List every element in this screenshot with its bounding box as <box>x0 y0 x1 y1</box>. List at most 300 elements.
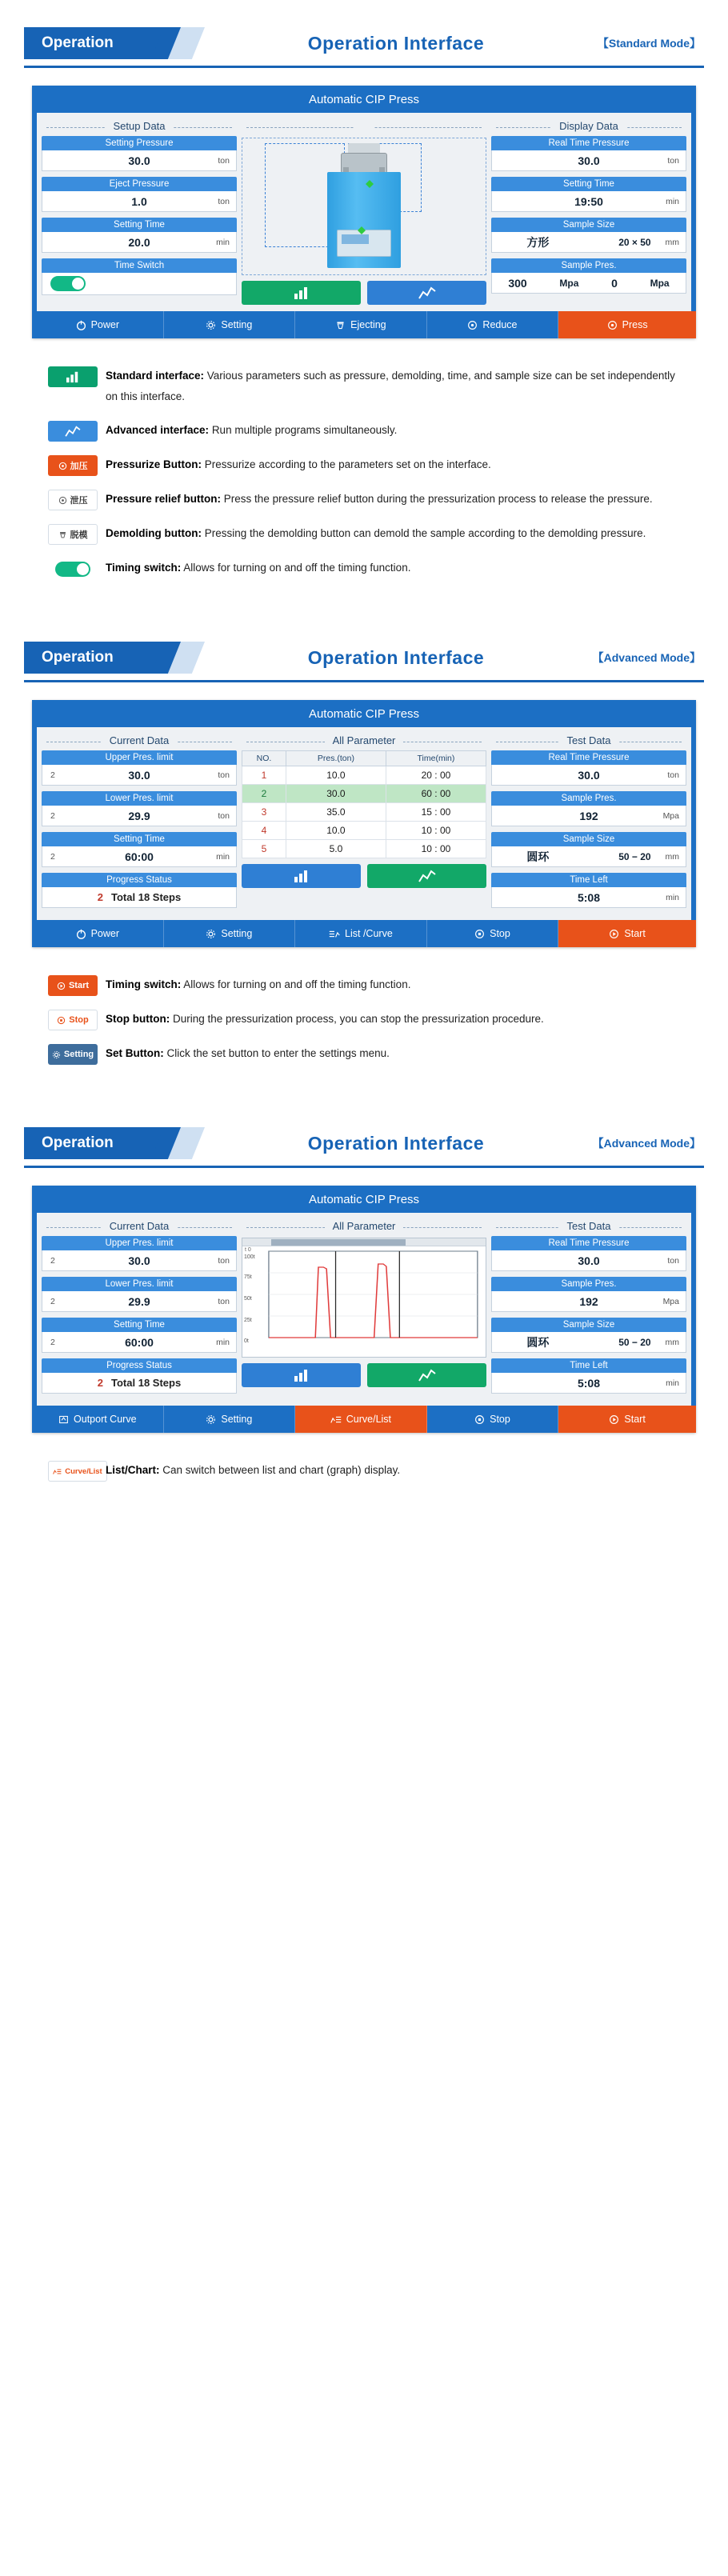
mode-label: 【Advanced Mode】 <box>592 651 701 664</box>
row-time: 10 : 00 <box>386 840 486 858</box>
curve-list-icon <box>330 1414 342 1425</box>
machine-illustration <box>242 138 486 275</box>
stop-icon <box>474 1414 485 1425</box>
adv-setting-time-field[interactable] <box>42 1318 237 1353</box>
press-button[interactable] <box>558 311 696 338</box>
power-button[interactable] <box>32 920 164 947</box>
legend-text <box>106 1460 680 1482</box>
test-data-column <box>491 732 686 914</box>
setting-time-unit: min <box>216 237 230 247</box>
page-title: Operation Interface <box>307 646 485 668</box>
device-panel-advanced-list <box>32 700 696 947</box>
setting-button[interactable] <box>164 920 296 947</box>
upper-pressure-limit-value[interactable] <box>42 765 237 786</box>
table-row[interactable] <box>242 803 486 822</box>
setting-button[interactable] <box>164 311 296 338</box>
adv-setting-time-number: 60:00 <box>125 1335 154 1349</box>
legend-title: Timing switch: <box>106 978 182 990</box>
sample-size-shape: 圆环 <box>526 850 550 863</box>
power-button-label: Power <box>90 928 119 939</box>
ejecting-button-label: Ejecting <box>350 319 386 330</box>
panel-toolbar-advanced-curve <box>32 1406 696 1433</box>
row-pressure: 10.0 <box>286 766 386 785</box>
start-icon <box>57 982 66 990</box>
reduce-button-label: Reduce <box>482 319 518 330</box>
upper-pressure-limit-field[interactable] <box>42 750 237 786</box>
lower-pressure-limit-step: 2 <box>50 1296 55 1306</box>
sample-size-value <box>491 232 686 253</box>
timing-switch-chip[interactable] <box>48 558 98 579</box>
chart-scrollbar[interactable] <box>242 1238 486 1246</box>
demolding-chip[interactable] <box>48 524 98 545</box>
upper-pressure-limit-unit: ton <box>218 1255 230 1266</box>
bar-chart-icon <box>293 1368 310 1382</box>
section-header-advanced-list <box>24 635 704 680</box>
sample-size-field <box>491 832 686 867</box>
adv-setting-time-field[interactable] <box>42 832 237 867</box>
pressure-relief-chip-label: 泄压 <box>70 496 88 506</box>
gear-icon <box>206 929 216 939</box>
test-data-column <box>491 1218 686 1399</box>
eject-pressure-unit: ton <box>218 196 230 206</box>
curve-chart-icon <box>418 1368 437 1382</box>
mode-label: 【Standard Mode】 <box>597 37 701 50</box>
time-left-value <box>491 887 686 908</box>
legend-text <box>106 974 680 996</box>
sample-size-unit: mm <box>665 1337 679 1347</box>
stop-button[interactable] <box>427 1406 559 1433</box>
stop-button[interactable] <box>427 920 559 947</box>
real-time-pressure-number: 30.0 <box>578 768 600 782</box>
page-title: Operation Interface <box>307 1132 485 1154</box>
eject-pressure-value[interactable] <box>42 191 237 212</box>
curve-list-icon <box>53 1467 62 1476</box>
pressure-curve-chart[interactable] <box>242 1238 486 1358</box>
sample-size-shape: 圆环 <box>526 1335 550 1349</box>
demolding-chip-label: 脱模 <box>70 530 88 540</box>
gear-icon <box>206 1414 216 1425</box>
sample-size-shape: 方形 <box>526 235 550 249</box>
progress-status-value <box>42 887 237 908</box>
legend-text <box>106 1043 680 1065</box>
legend-title: List/Chart: <box>106 1464 160 1476</box>
adv-setting-time-value[interactable] <box>42 846 237 867</box>
start-button[interactable] <box>558 920 696 947</box>
real-time-pressure-field <box>491 136 686 171</box>
sample-size-value <box>491 846 686 867</box>
sample-size-label: Sample Size <box>491 832 686 846</box>
toggle-switch-icon[interactable] <box>55 562 90 577</box>
adv-setting-time-unit: min <box>216 851 230 862</box>
time-left-unit: min <box>666 892 679 902</box>
time-left-number: 5:08 <box>577 890 601 904</box>
start-button-label: Start <box>624 1414 646 1425</box>
setting-pressure-unit: ton <box>218 155 230 166</box>
list-curve-icon <box>329 929 340 939</box>
adv-setting-time-step: 2 <box>50 1337 55 1347</box>
legend-desc: Allows for turning on and off the timing function. <box>183 978 411 990</box>
legend-desc: Various parameters such as pressure, demolding, time, and sample size can be set independently on this interface. <box>106 370 675 402</box>
sample-size-field <box>491 1318 686 1353</box>
real-time-pressure-value <box>491 150 686 171</box>
time-left-value <box>491 1373 686 1394</box>
chart-plot <box>242 1246 486 1347</box>
table-row[interactable] <box>242 766 486 785</box>
progress-current-step: 2 <box>97 1377 104 1389</box>
legend-item <box>48 420 680 442</box>
start-chip[interactable] <box>48 975 98 996</box>
upper-pressure-limit-step: 2 <box>50 1255 55 1266</box>
setting-time-value[interactable] <box>42 232 237 253</box>
legend-text <box>106 454 680 476</box>
sample-pressure-field <box>491 258 686 294</box>
lower-pressure-limit-unit: ton <box>218 1296 230 1306</box>
progress-total-steps: Total 18 Steps <box>111 891 182 903</box>
stop-icon <box>474 929 485 939</box>
legend-desc: Can switch between list and chart (graph) display. <box>162 1464 401 1476</box>
lower-pressure-limit-value[interactable] <box>42 1291 237 1312</box>
setting-pressure-field[interactable] <box>42 136 237 171</box>
legend-item <box>48 454 680 476</box>
real-time-pressure-label: Real Time Pressure <box>491 1236 686 1250</box>
curve-list-chip[interactable] <box>48 1461 107 1482</box>
real-time-pressure-unit: ton <box>667 770 679 780</box>
row-no: 5 <box>242 840 286 858</box>
time-left-field <box>491 873 686 908</box>
sample-size-field <box>491 218 686 253</box>
real-time-pressure-value <box>491 765 686 786</box>
start-chip-label: Start <box>68 981 90 990</box>
real-time-pressure-value <box>491 1250 686 1271</box>
sample-pressure-label: Sample Pres. <box>491 791 686 806</box>
current-data-column <box>42 732 237 914</box>
curve-list-chip-label: Curve/List <box>65 1466 102 1476</box>
upper-pressure-limit-unit: ton <box>218 770 230 780</box>
time-left-number: 5:08 <box>577 1376 601 1390</box>
adv-setting-time-value[interactable] <box>42 1332 237 1353</box>
upper-pressure-limit-number: 30.0 <box>128 1254 150 1267</box>
pressurize-chip[interactable] <box>48 455 98 476</box>
parameter-table[interactable] <box>242 750 486 858</box>
legend-text <box>106 366 680 407</box>
row-time: 10 : 00 <box>386 822 486 840</box>
page-title: Operation Interface <box>307 32 485 54</box>
sample-pressure-unit: Mpa <box>662 810 679 821</box>
list-curve-button-label: List /Curve <box>345 928 393 939</box>
legend-title: Pressurize Button: <box>106 458 202 470</box>
all-parameter-header: All Parameter <box>242 732 486 750</box>
time-left-unit: min <box>666 1378 679 1388</box>
section-tag-label: Operation <box>24 1127 164 1159</box>
legend-text <box>106 1009 680 1030</box>
row-pressure: 10.0 <box>286 822 386 840</box>
upper-pressure-limit-label: Upper Pres. limit <box>42 750 237 765</box>
advanced-view-button[interactable] <box>367 281 486 305</box>
power-icon <box>76 929 86 939</box>
eject-pressure-number: 1.0 <box>131 194 147 208</box>
progress-status-label: Progress Status <box>42 1358 237 1373</box>
legend-standard <box>48 366 680 579</box>
setting-pressure-label: Setting Pressure <box>42 136 237 150</box>
setting-button-label: Setting <box>221 319 253 330</box>
bar-chart-icon <box>293 286 310 300</box>
header-divider <box>24 680 704 682</box>
list-curve-button[interactable] <box>295 920 427 947</box>
row-time: 60 : 00 <box>386 785 486 803</box>
standard-view-button[interactable] <box>242 1363 361 1387</box>
mode-label: 【Advanced Mode】 <box>592 1137 701 1150</box>
adv-setting-time-label: Setting Time <box>42 832 237 846</box>
setting-time-label: Setting Time <box>42 218 237 232</box>
chart-ytick-100: 100t <box>244 1254 255 1260</box>
setting-button-label: Setting <box>221 1414 253 1425</box>
legend-title: Pressure relief button: <box>106 493 222 505</box>
reduce-button[interactable] <box>427 311 559 338</box>
legend-item <box>48 489 680 510</box>
eject-icon <box>58 530 67 539</box>
ejecting-button[interactable] <box>295 311 427 338</box>
legend-item <box>48 1009 680 1030</box>
upper-pressure-limit-step: 2 <box>50 770 55 780</box>
real-time-pressure-number: 30.0 <box>578 154 600 167</box>
stop-button-label: Stop <box>490 1414 510 1425</box>
lower-pressure-limit-step: 2 <box>50 810 55 821</box>
progress-status-field <box>42 1358 237 1394</box>
press-button-label: Press <box>622 319 648 330</box>
chart-ytick-25: 25t <box>244 1318 252 1323</box>
setting-button[interactable] <box>164 1406 296 1433</box>
advanced-view-button[interactable] <box>367 864 486 888</box>
display-setting-time-unit: min <box>666 196 679 206</box>
sample-pressure-number2: 0 <box>611 276 618 290</box>
table-row[interactable] <box>242 840 486 858</box>
row-pressure: 35.0 <box>286 803 386 822</box>
bar-chart-icon <box>293 869 310 883</box>
table-header-row <box>242 751 486 766</box>
curve-chart-icon <box>418 286 437 300</box>
real-time-pressure-field <box>491 750 686 786</box>
lower-pressure-limit-value[interactable] <box>42 806 237 826</box>
setting-pressure-value[interactable] <box>42 150 237 171</box>
legend-desc: Allows for turning on and off the timing function. <box>183 562 411 574</box>
power-icon <box>76 320 86 330</box>
legend-title: Stop button: <box>106 1013 170 1025</box>
device-panel-advanced-curve <box>32 1186 696 1433</box>
sample-size-value <box>491 1332 686 1353</box>
sample-pressure-number: 192 <box>579 809 598 822</box>
progress-status-label: Progress Status <box>42 873 237 887</box>
advanced-view-button[interactable] <box>367 1363 486 1387</box>
pressurize-chip-label: 加压 <box>70 462 88 471</box>
curve-list-button-label: Curve/List <box>346 1414 392 1425</box>
row-no: 4 <box>242 822 286 840</box>
adv-setting-time-step: 2 <box>50 851 55 862</box>
sample-pressure-value <box>491 1291 686 1312</box>
sample-pressure-number: 300 <box>508 276 527 290</box>
legend-item <box>48 974 680 996</box>
panel-title: Automatic CIP Press <box>32 700 696 727</box>
section-header-advanced-curve <box>24 1121 704 1166</box>
test-data-header: Test Data <box>491 732 686 750</box>
machine-illustration-column <box>242 118 486 305</box>
eject-pressure-field[interactable] <box>42 177 237 212</box>
table-row[interactable] <box>242 822 486 840</box>
sample-pressure-label: Sample Pres. <box>491 258 686 273</box>
row-pressure: 30.0 <box>286 785 386 803</box>
time-switch-row[interactable] <box>42 273 237 295</box>
legend-text <box>106 523 680 545</box>
upper-pressure-limit-label: Upper Pres. limit <box>42 1236 237 1250</box>
sample-pressure-unit: Mpa <box>662 1296 679 1306</box>
col-pressure: Pres.(ton) <box>286 751 386 766</box>
section-tag <box>24 642 264 674</box>
machine-body <box>327 172 401 268</box>
header-divider <box>24 66 704 68</box>
reduce-icon <box>58 496 67 505</box>
section-tag <box>24 1127 264 1159</box>
row-no: 1 <box>242 766 286 785</box>
view-switch-buttons <box>242 864 486 888</box>
upper-pressure-limit-number: 30.0 <box>128 768 150 782</box>
time-left-field <box>491 1358 686 1394</box>
section-tag <box>24 27 264 59</box>
display-setting-time-label: Setting Time <box>491 177 686 191</box>
curve-chart-icon <box>418 869 437 883</box>
lower-pressure-limit-field[interactable] <box>42 791 237 826</box>
machine-column-header <box>242 118 486 136</box>
gear-icon <box>52 1050 61 1059</box>
legend-text <box>106 558 680 579</box>
adv-setting-time-number: 60:00 <box>125 850 154 863</box>
lower-pressure-limit-number: 29.9 <box>128 1294 150 1308</box>
real-time-pressure-number: 30.0 <box>578 1254 600 1267</box>
all-parameter-header: All Parameter <box>242 1218 486 1236</box>
current-data-column <box>42 1218 237 1399</box>
display-setting-time-value <box>491 191 686 212</box>
lower-pressure-limit-field[interactable] <box>42 1277 237 1312</box>
legend-item <box>48 1460 680 1482</box>
legend-title: Timing switch: <box>106 562 182 574</box>
start-icon <box>609 929 619 939</box>
chart-ytick-0: 0t <box>244 1338 249 1344</box>
pressure-relief-chip[interactable] <box>48 490 98 510</box>
legend-text <box>106 489 680 510</box>
legend-advanced-list <box>48 974 680 1065</box>
stop-chip-label: Stop <box>69 1015 89 1025</box>
legend-advanced-curve <box>48 1460 680 1482</box>
setting-chip[interactable] <box>48 1044 98 1065</box>
stop-button-label: Stop <box>490 928 510 939</box>
lower-pressure-limit-unit: ton <box>218 810 230 821</box>
section-tag-label: Operation <box>24 642 164 674</box>
outport-curve-button[interactable] <box>32 1406 164 1433</box>
legend-item <box>48 366 680 407</box>
setup-data-header: Setup Data <box>42 118 237 136</box>
legend-text <box>106 420 680 442</box>
setting-time-field[interactable] <box>42 218 237 253</box>
setting-chip-label: Setting <box>63 1050 94 1059</box>
device-panel-standard <box>32 86 696 338</box>
section-header-standard <box>24 21 704 66</box>
standard-interface-chip[interactable] <box>48 366 98 387</box>
setting-button-label: Setting <box>221 928 253 939</box>
row-time: 15 : 00 <box>386 803 486 822</box>
real-time-pressure-unit: ton <box>667 155 679 166</box>
adv-setting-time-label: Setting Time <box>42 1318 237 1332</box>
table-row[interactable] <box>242 785 486 803</box>
sample-pressure-label: Sample Pres. <box>491 1277 686 1291</box>
progress-total-steps: Total 18 Steps <box>111 1377 182 1389</box>
time-switch-label: Time Switch <box>42 258 237 273</box>
display-data-header: Display Data <box>491 118 686 136</box>
stop-chip[interactable] <box>48 1010 98 1030</box>
panel-toolbar-standard <box>32 311 696 338</box>
row-pressure: 5.0 <box>286 840 386 858</box>
legend-item <box>48 1043 680 1065</box>
standard-view-button[interactable] <box>242 281 361 305</box>
bar-chart-icon <box>65 370 81 383</box>
real-time-pressure-unit: ton <box>667 1255 679 1266</box>
chart-ytick-75: 75t <box>244 1274 252 1280</box>
legend-title: Set Button: <box>106 1047 164 1059</box>
current-data-header: Current Data <box>42 1218 237 1236</box>
sample-size-dims: 20 × 50 <box>618 236 651 248</box>
legend-desc: Click the set button to enter the settings menu. <box>166 1047 390 1059</box>
standard-view-button[interactable] <box>242 864 361 888</box>
outport-curve-button-label: Outport Curve <box>74 1414 137 1425</box>
legend-item <box>48 523 680 545</box>
legend-desc: During the pressurization process, you can stop the pressurization procedure. <box>172 1013 544 1025</box>
sample-pressure-unit: Mpa <box>559 277 579 289</box>
upper-pressure-limit-field[interactable] <box>42 1236 237 1271</box>
time-switch-field[interactable] <box>42 258 237 295</box>
reduce-icon <box>467 320 478 330</box>
sample-pressure-number: 192 <box>579 1294 598 1308</box>
start-button-label: Start <box>624 928 646 939</box>
col-time: Time(min) <box>386 751 486 766</box>
legend-title: Demolding button: <box>106 527 202 539</box>
real-time-pressure-label: Real Time Pressure <box>491 136 686 150</box>
export-icon <box>58 1414 69 1425</box>
toggle-switch-icon[interactable] <box>50 276 86 291</box>
sample-size-dims: 50 − 20 <box>618 850 651 862</box>
legend-desc: Run multiple programs simultaneously. <box>211 424 398 436</box>
sample-pressure-value <box>491 806 686 826</box>
legend-desc: Pressing the demolding button can demold the sample according to the demolding pressure. <box>204 527 646 539</box>
progress-status-value <box>42 1373 237 1394</box>
display-data-column <box>491 118 686 305</box>
setup-data-column <box>42 118 237 305</box>
view-switch-buttons <box>242 281 486 305</box>
progress-current-step: 2 <box>97 891 104 903</box>
sample-size-label: Sample Size <box>491 1318 686 1332</box>
power-button[interactable] <box>32 311 164 338</box>
legend-desc: Pressurize according to the parameters set on the interface. <box>204 458 491 470</box>
panel-title: Automatic CIP Press <box>32 1186 696 1213</box>
chart-corner-label: t 0 <box>245 1247 251 1253</box>
lower-pressure-limit-label: Lower Pres. limit <box>42 1277 237 1291</box>
sample-size-unit: mm <box>665 237 679 247</box>
legend-item <box>48 558 680 579</box>
start-button[interactable] <box>558 1406 696 1433</box>
advanced-interface-chip[interactable] <box>48 421 98 442</box>
row-time: 20 : 00 <box>386 766 486 785</box>
sample-size-unit: mm <box>665 851 679 862</box>
press-icon <box>607 320 618 330</box>
upper-pressure-limit-value[interactable] <box>42 1250 237 1271</box>
real-time-pressure-label: Real Time Pressure <box>491 750 686 765</box>
curve-list-button[interactable] <box>295 1406 427 1433</box>
